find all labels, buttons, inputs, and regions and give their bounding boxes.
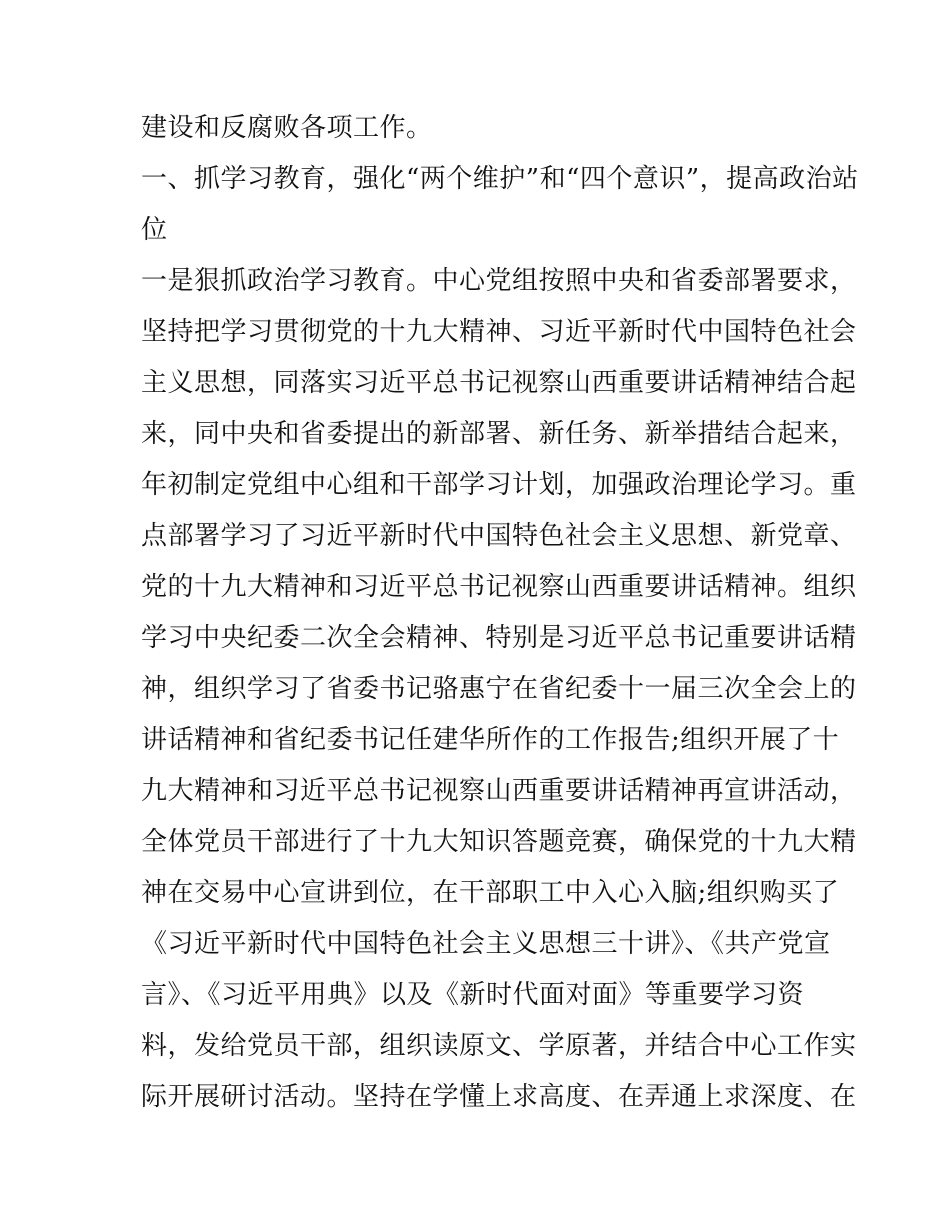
text-line: 讲话精神和省纪委书记任建华所作的工作报告;组织开展了十	[141, 725, 840, 755]
document-body	[141, 103, 859, 1123]
text-line: 主义思想，同落实习近平总书记视察山西重要讲话精神结合起	[141, 368, 857, 398]
text-line: 九大精神和习近平总书记视察山西重要讲话精神再宣讲活动，	[141, 776, 857, 806]
text-line: 坚持把学习贯彻党的十九大精神、习近平新时代中国特色社会	[141, 317, 857, 347]
text-line: 全体党员干部进行了十九大知识答题竞赛，确保党的十九大精	[141, 827, 857, 857]
text-line: 建设和反腐败各项工作。	[141, 113, 433, 143]
text-line: 点部署学习了习近平新时代中国特色社会主义思想、新党章、	[141, 521, 857, 551]
text-line: 言》、《习近平用典》以及《新时代面对面》等重要学习资	[141, 980, 805, 1010]
text-line: 年初制定党组中心组和干部学习计划，加强政治理论学习。重	[141, 470, 857, 500]
text-line: 《习近平新时代中国特色社会主义思想三十讲》、《共产党宣	[141, 929, 831, 959]
text-line: 神，组织学习了省委书记骆惠宁在省纪委十一届三次全会上的	[141, 674, 857, 704]
text-line: 神在交易中心宣讲到位，在干部职工中入心入脑;组织购买了	[141, 878, 840, 908]
text-line: 党的十九大精神和习近平总书记视察山西重要讲话精神。组织	[141, 572, 857, 602]
section-heading-continued: 位	[141, 215, 168, 245]
text-line: 际开展研讨活动。坚持在学懂上求高度、在弄通上求深度、在	[141, 1082, 857, 1112]
section-heading: 一、抓学习教育，强化“两个维护”和“四个意识”，提高政治站	[141, 164, 859, 194]
text-line: 一是狠抓政治学习教育。中心党组按照中央和省委部署要求，	[141, 266, 857, 296]
text-line: 学习中央纪委二次全会精神、特别是习近平总书记重要讲话精	[141, 623, 857, 653]
text-line: 来，同中央和省委提出的新部署、新任务、新举措结合起来，	[141, 419, 857, 449]
text-line: 料，发给党员干部，组织读原文、学原著，并结合中心工作实	[141, 1031, 857, 1061]
